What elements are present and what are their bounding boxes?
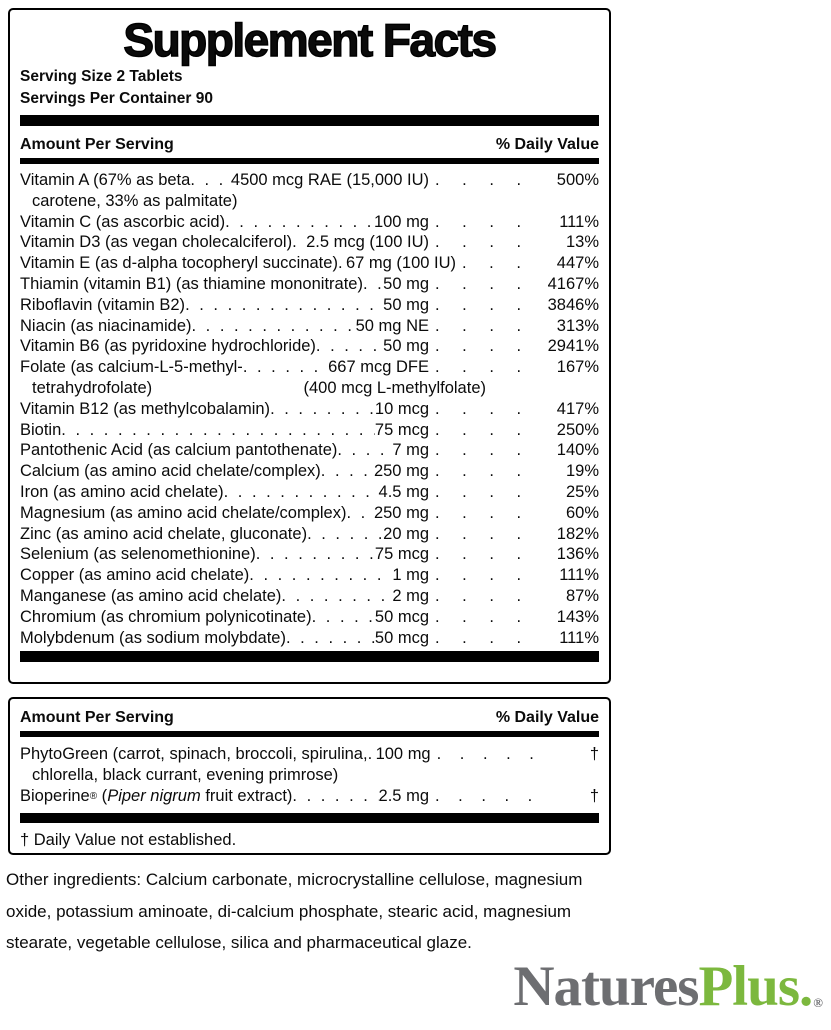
column-header-amount: Amount Per Serving	[20, 136, 174, 153]
dot-leader	[316, 336, 383, 357]
dot-separator	[429, 544, 541, 565]
nutrient-label: Niacin (as niacinamide)	[20, 316, 192, 335]
nutrient-amount: 50 mcg	[374, 628, 429, 647]
dot-leader	[256, 544, 375, 565]
dot-leader	[190, 170, 231, 191]
nutrient-label: Chromium (as chromium polynicotinate)	[20, 607, 312, 626]
nutrient-amount: 250 mg	[373, 462, 429, 481]
nutrient-row	[20, 786, 599, 810]
nutrient-label	[20, 786, 292, 810]
dot-leader	[292, 786, 378, 807]
thin-divider	[20, 731, 599, 737]
nutrient-rows	[20, 170, 599, 648]
nutrient-amount: 2.5 mcg (100 IU)	[306, 233, 429, 252]
nutrient-amount: 4500 mcg RAE (15,000 IU)	[230, 171, 429, 189]
nutrient-label: Thiamin (vitamin B1) (as thiamine mononitrate)	[20, 274, 363, 293]
nutrient-daily-value: 111%	[559, 212, 599, 231]
nutrient-row	[20, 336, 599, 357]
nutrient-amount: 50 mg	[383, 337, 429, 356]
dot-separator	[429, 232, 541, 253]
nutrient-label: Vitamin A (67% as beta	[20, 171, 191, 189]
folate-continuation-left: tetrahydrofolate)	[32, 378, 153, 397]
nutrient-daily-value: 60%	[565, 503, 599, 522]
nutrient-row	[20, 357, 599, 378]
dot-leader	[363, 274, 383, 295]
registered-trademark-icon: ®	[89, 790, 98, 802]
dot-separator	[429, 524, 541, 545]
dot-separator	[429, 316, 541, 337]
supplement-facts-title: Supplement Facts	[123, 14, 496, 66]
nutrient-label: Vitamin B6 (as pyridoxine hydrochloride)	[20, 337, 316, 356]
nutrient-row	[20, 440, 599, 461]
dot-separator	[429, 786, 541, 807]
dot-separator	[429, 420, 541, 441]
nutrient-daily-value: 250%	[556, 420, 599, 439]
nutrient-row	[20, 586, 599, 607]
dot-separator	[429, 357, 541, 378]
nutrient-row	[20, 524, 599, 545]
serving-size: Serving Size 2 Tablets	[20, 68, 183, 85]
nutrient-label: Folate (as calcium-L-5-methyl-	[20, 358, 243, 377]
nutrient-row	[20, 503, 599, 524]
nutrient-daily-value: †	[589, 745, 599, 763]
nutrient-label: Calcium (as amino acid chelate/complex)	[20, 462, 321, 481]
column-header-amount: Amount Per Serving	[20, 709, 174, 726]
dot-separator	[429, 440, 541, 461]
dot-leader	[307, 524, 383, 545]
dot-separator	[429, 212, 541, 233]
dot-separator	[429, 628, 541, 649]
dot-leader	[337, 440, 392, 461]
nutrient-label: Biotin	[20, 420, 62, 439]
botanical-facts-panel	[8, 697, 611, 855]
dot-leader	[346, 503, 373, 524]
nutrient-daily-value: 417%	[556, 399, 599, 418]
nutrient-row	[20, 628, 599, 649]
dot-separator	[429, 586, 541, 607]
dot-leader	[249, 565, 392, 586]
column-header-daily-value: % Daily Value	[495, 709, 599, 726]
nutrient-label: Vitamin E (as d-alpha tocopheryl succinate)	[20, 254, 338, 273]
nutrient-row	[20, 253, 599, 274]
nutrient-daily-value: 136%	[556, 545, 599, 564]
dot-separator	[429, 503, 541, 524]
nutrient-daily-value: 25%	[565, 482, 599, 501]
dot-leader	[368, 744, 376, 765]
dot-separator	[429, 170, 541, 191]
botanical-rows	[20, 744, 599, 809]
brand-logo	[513, 955, 823, 1030]
dot-leader	[270, 399, 375, 420]
dot-leader	[224, 482, 379, 503]
nutrient-amount: 667 mcg DFE	[328, 358, 429, 377]
dot-separator	[429, 274, 541, 295]
dot-leader	[292, 232, 306, 253]
nutrient-amount: 50 mg NE	[355, 316, 429, 335]
bioperine-brand: Bioperine	[20, 786, 90, 805]
nutrient-row	[20, 607, 599, 628]
nutrient-amount: 50 mcg	[374, 607, 429, 626]
dot-leader	[286, 628, 375, 649]
supplement-facts-panel	[8, 8, 611, 684]
nutrient-label: Iron (as amino acid chelate)	[20, 482, 224, 501]
nutrient-label: Selenium (as selenomethionine)	[20, 545, 256, 564]
dot-leader	[185, 295, 383, 316]
nutrient-row	[20, 316, 599, 337]
nutrient-row	[20, 482, 599, 503]
dot-separator	[456, 253, 541, 274]
daily-value-footnote: † Daily Value not established.	[20, 831, 237, 850]
nutrient-row	[20, 565, 599, 586]
dot-leader	[61, 420, 375, 441]
nutrient-label: Pantothenic Acid (as calcium pantothenate)	[20, 441, 338, 460]
nutrient-row	[20, 399, 599, 420]
nutrient-daily-value: †	[589, 786, 599, 805]
nutrient-label: PhytoGreen (carrot, spinach, broccoli, spirulina,	[20, 745, 368, 763]
nutrient-daily-value: 182%	[556, 524, 599, 543]
nutrient-amount: 75 mcg	[374, 420, 429, 439]
nutrient-row	[20, 744, 599, 765]
nutrient-amount: 2.5 mg	[378, 786, 429, 805]
nutrient-amount: 1 mg	[392, 566, 429, 585]
nutrient-amount: 2 mg	[392, 586, 429, 605]
nutrient-label-continuation	[20, 378, 599, 399]
dot-leader	[225, 212, 374, 233]
nutrient-label: Vitamin B12 (as methylcobalamin)	[20, 399, 271, 418]
other-ingredients-text: Other ingredients: Calcium carbonate, microcrystalline cellulose, magnesium oxide, potassium aminoate, di-calcium phosphate, stearic acid, magnesium stearate, vegetable cellulose, silica and pharmaceutical glaze.	[6, 870, 583, 952]
dot-leader	[281, 586, 392, 607]
nutrient-amount: 100 mg	[375, 745, 431, 763]
nutrient-label-continuation: chlorella, black currant, evening primrose)	[32, 765, 339, 784]
nutrient-label: Copper (as amino acid chelate)	[20, 566, 250, 585]
nutrient-daily-value: 447%	[556, 254, 599, 273]
dot-separator	[429, 336, 541, 357]
dot-separator	[429, 295, 541, 316]
dot-separator	[429, 482, 541, 503]
nutrient-row	[20, 170, 599, 191]
nutrient-label: Magnesium (as amino acid chelate/complex)	[20, 503, 347, 522]
logo-natures-text: Natures	[513, 955, 699, 1018]
folate-continuation-right: (400 mcg L-methylfolate)	[303, 378, 486, 397]
thick-divider	[20, 115, 599, 126]
nutrient-daily-value: 2941%	[547, 337, 599, 356]
bioperine-pre-italic: (	[97, 786, 108, 805]
nutrient-label: Vitamin D3 (as vegan cholecalciferol)	[20, 233, 293, 252]
column-headers	[20, 136, 599, 153]
column-headers	[20, 709, 599, 726]
nutrient-daily-value: 87%	[565, 586, 599, 605]
nutrient-label: Zinc (as amino acid chelate, gluconate)	[20, 524, 308, 543]
nutrient-row	[20, 544, 599, 565]
thin-divider	[20, 158, 599, 164]
thick-divider	[20, 651, 599, 662]
logo-plus-text: Plus.	[698, 955, 813, 1018]
nutrient-row	[20, 232, 599, 253]
registered-trademark-icon: ®	[813, 995, 823, 1010]
servings-per-container: Servings Per Container 90	[20, 89, 213, 107]
bioperine-latin-name: Piper nigrum	[107, 786, 201, 805]
nutrient-daily-value: 111%	[559, 628, 599, 647]
nutrient-amount: 4.5 mg	[378, 482, 429, 501]
nutrient-amount: 75 mcg	[374, 545, 429, 564]
nutrient-daily-value: 3846%	[547, 295, 599, 314]
dot-leader	[312, 607, 375, 628]
nutrient-label: Vitamin C (as ascorbic acid)	[20, 212, 226, 231]
nutrient-row	[20, 420, 599, 441]
nutrient-amount: 50 mg	[383, 274, 429, 293]
dot-separator	[429, 461, 541, 482]
nutrient-row	[20, 274, 599, 295]
thick-divider	[20, 813, 599, 823]
nutrient-daily-value: 140%	[556, 441, 599, 460]
dot-leader	[338, 253, 346, 274]
dot-leader	[321, 461, 374, 482]
nutrient-amount: 10 mcg	[374, 399, 429, 418]
nutrient-label-continuation: carotene, 33% as palmitate)	[32, 191, 238, 210]
nutrient-daily-value: 13%	[565, 233, 599, 252]
nutrient-amount: 67 mg (100 IU)	[345, 254, 456, 273]
nutrient-amount: 50 mg	[383, 295, 429, 314]
dot-separator	[429, 607, 541, 628]
dot-leader	[243, 357, 328, 378]
nutrient-daily-value: 111%	[559, 566, 599, 585]
nutrient-amount: 7 mg	[392, 441, 429, 460]
nutrient-daily-value: 143%	[556, 607, 599, 626]
nutrient-row	[20, 212, 599, 233]
column-header-daily-value: % Daily Value	[495, 136, 599, 153]
nutrient-amount: 100 mg	[373, 212, 429, 231]
nutrient-label: Riboflavin (vitamin B2)	[20, 295, 186, 314]
nutrient-daily-value: 500%	[556, 171, 599, 189]
nutrient-label: Manganese (as amino acid chelate)	[20, 586, 282, 605]
nutrient-daily-value: 167%	[556, 358, 599, 377]
bioperine-post-italic: fruit extract)	[200, 786, 293, 805]
nutrient-row	[20, 295, 599, 316]
nutrient-daily-value: 4167%	[547, 274, 599, 293]
nutrient-amount: 250 mg	[373, 503, 429, 522]
dot-leader	[192, 316, 356, 337]
dot-separator	[431, 744, 541, 765]
nutrient-daily-value: 313%	[556, 316, 599, 335]
nutrient-daily-value: 19%	[565, 462, 599, 481]
dot-separator	[429, 399, 541, 420]
nutrient-amount: 20 mg	[383, 524, 429, 543]
nutrient-label: Molybdenum (as sodium molybdate)	[20, 628, 286, 647]
dot-separator	[429, 565, 541, 586]
nutrient-row	[20, 461, 599, 482]
